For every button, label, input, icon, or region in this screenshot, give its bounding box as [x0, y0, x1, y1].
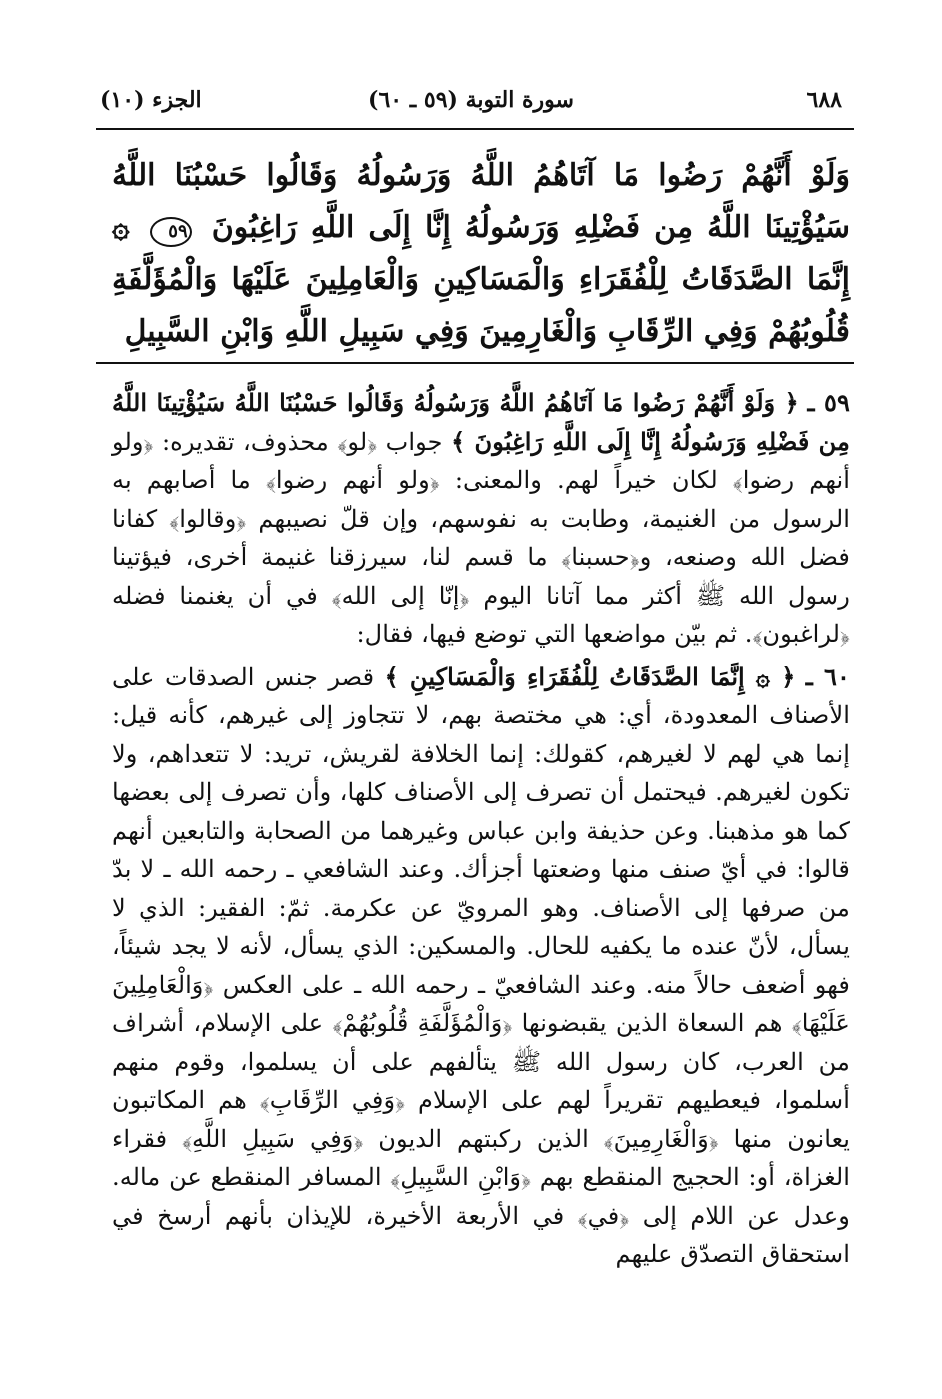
surah-title: سورة التوبة (٥٩ ـ ٦٠) [368, 87, 574, 113]
running-header [100, 78, 842, 122]
verse-number-59: ٥٩ [150, 217, 192, 247]
hizb-marker-icon: ۞ [112, 210, 130, 245]
commentary-59-label: ٥٩ ـ [807, 388, 850, 417]
commentary-paragraph-59 [112, 384, 850, 654]
header-rule [96, 128, 854, 130]
commentary-59-text: جواب ﴿لو﴾ محذوف، تقديره: ﴿ولو أنهم رضوا﴾ لكان خيراً لهم. والمعنى: ﴿ولو أنهم رضوا﴾ ما أصابهم به الرسول من الغنيمة، وطابت به نفوسهم، وإن قلّ نصيبهم ﴿وقالوا﴾ كفانا فضل الله وصنعه، و﴿حسبنا﴾ ما قسم لنا، سيرزقنا غنيمة أخرى، فيؤتينا رسول الله ﷺ أكثر مما آتانا اليوم ﴿إنّا إلى الله﴾ في أن يغنمنا فضله ﴿لراغبون﴾. ثم بيّن مواضعها التي توضع فيها، فقال: [112, 427, 850, 648]
commentary-60-label: ٦٠ ـ [805, 661, 850, 691]
quran-verse-block [112, 150, 850, 358]
commentary-60-quote: ﴿ ۞ إِنَّمَا الصَّدَقَاتُ لِلْفُقَرَاءِ وَالْمَسَاكِينِ ﴾ [384, 661, 796, 691]
commentary-paragraph-60 [112, 658, 850, 1274]
verse-60-text: إِنَّمَا الصَّدَقَاتُ لِلْفُقَرَاءِ وَالْمَسَاكِينِ وَالْعَامِلِينَ عَلَيْهَا وَالْمُؤَلَّفَةِ قُلُوبُهُمْ وَفِي الرِّقَابِ وَالْغَارِمِينَ وَفِي سَبِيلِ اللَّهِ وَابْنِ السَّبِيلِ [112, 262, 850, 349]
verse-divider-rule [96, 362, 854, 364]
tafsir-commentary [112, 384, 850, 1274]
commentary-59-quote: ﴿ وَلَوْ أَنَّهُمْ رَضُوا مَا آتَاهُمُ اللَّهُ وَرَسُولُهُ وَقَالُوا حَسْبُنَا اللَّهُ سَيُؤْتِينَا اللَّهُ مِن فَضْلِهِ وَرَسُولُهُ إِنَّا إِلَى اللَّهِ رَاغِبُونَ ﴾ [112, 388, 850, 456]
verse-59-text: وَلَوْ أَنَّهُمْ رَضُوا مَا آتَاهُمُ اللَّهُ وَرَسُولُهُ وَقَالُوا حَسْبُنَا اللَّهُ سَيُؤْتِينَا اللَّهُ مِن فَضْلِهِ وَرَسُولُهُ إِنَّا إِلَى اللَّهِ رَاغِبُونَ [112, 158, 850, 245]
page-number: ٦٨٨ [806, 87, 842, 113]
juz-label: الجزء (١٠) [100, 87, 202, 113]
commentary-60-text: قصر جنس الصدقات على الأصناف المعدودة، أي: هي مختصة بهم، لا تتجاوز إلى غيرهم، كأنه قيل: إنما هي لهم لا لغيرهم، كقولك: إنما الخلافة لقريش، تريد: لا تتعداهم، ولا تكون لغيرهم. فيحتمل أن تصرف إلى الأصناف كلها، وأن تصرف إلى بعضها كما هو مذهبنا. وعن حذيفة وابن عباس وغيرهما من الصحابة والتابعين أنهم قالوا: في أيّ صنف منها وضعتها أجزأك. وعند الشافعي ـ رحمه الله ـ لا بدّ من صرفها إلى الأصناف. وهو المرويّ عن عكرمة. ثمّ: الفقير: الذي لا يسأل، لأنّ عنده ما يكفيه للحال. والمسكين: الذي يسأل، لأنه لا يجد شيئاً، فهو أضعف حالاً منه. وعند الشافعيّ ـ رحمه الله ـ على العكس ﴿وَالْعَامِلِينَ عَلَيْهَا﴾ هم السعاة الذين يقبضونها ﴿وَالْمُؤَلَّفَةِ قُلُوبُهُمْ﴾ على الإسلام، أشراف من العرب، كان رسول الله ﷺ يتألفهم على أن يسلموا، وقوم منهم أسلموا، فيعطيهم تقريراً لهم على الإسلام ﴿وَفِي الرِّقَابِ﴾ هم المكاتبون يعانون منها ﴿وَالْغَارِمِينَ﴾ الذين ركبتهم الديون ﴿وَفِي سَبِيلِ اللَّهِ﴾ فقراء الغزاة، أو: الحجيج المنقطع بهم ﴿وَابْنِ السَّبِيلِ﴾ المسافر المنقطع عن ماله. وعدل عن اللام إلى ﴿في﴾ في الأربعة الأخيرة، للإيذان بأنهم أرسخ في استحقاق التصدّق عليهم [112, 662, 850, 1268]
